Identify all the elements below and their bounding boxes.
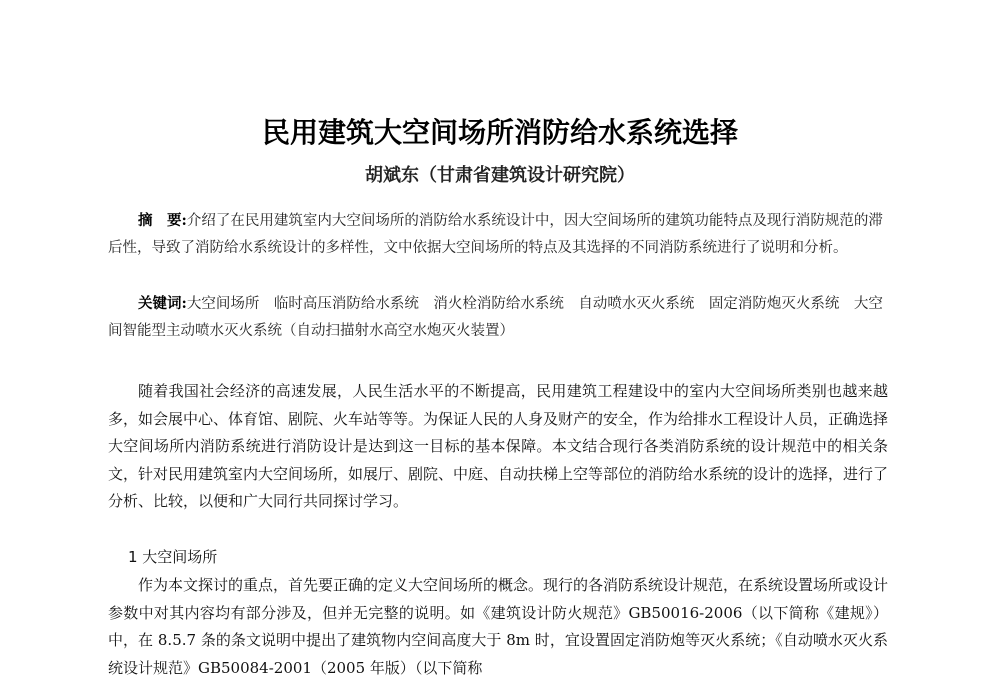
abstract-label: 摘 要: [138,212,187,229]
keywords-text: 大空间场所 临时高压消防给水系统 消火栓消防给水系统 自动喷水灭火系统 固定消防炮灭火系统 大空间智能型主动喷水灭火系统（自动扫描射水高空水炮灭火装置） [108,296,883,339]
intro-paragraph-text: 随着我国社会经济的高速发展，人民生活水平的不断提高，民用建筑工程建设中的室内大空间场所类别也越来越多，如会展中心、体育馆、剧院、火车站等等。为保证人民的人身及财产的安全，作为给排水工程设计人员，正确选择大空间场所内消防系统进行消防设计是达到这一目标的基本保障。本文结合现行各类消防系统的设计规范中的相关条文，针对民用建筑室内大空间场所，如展厅、剧院、中庭、自动扶梯上空等部位的消防给水系统的设计的选择，进行了分析、比较，以便和广大同行共同探讨学习。 [108,382,889,511]
section-paragraph [108,572,888,680]
keywords [108,290,888,345]
intro-paragraph [108,378,888,516]
section-paragraph-text: 作为本文探讨的重点，首先要正确的定义大空间场所的概念。现行的各消防系统设计规范，在系统设置场所或设计参数中对其内容均有部分涉及，但并无完整的说明。如《建筑设计防火规范》GB50016-2006（以下简称《建规》）中，在 8.5.7 条的条文说明中提出了建筑物内空间高度大于 8m 时，宜设置固定消防炮等灭火系统；《自动喷水灭火系统设计规范》GB50084-2001（2005 年版）（以下简称 [108,576,889,677]
abstract-text: 介绍了在民用建筑室内大空间场所的消防给水系统设计中，因大空间场所的建筑功能特点及现行消防规范的滞后性，导致了消防给水系统设计的多样性，文中依据大空间场所的特点及其选择的不同消防系统进行了说明和分析。 [108,213,883,256]
keywords-label: 关键词: [138,295,187,312]
abstract [108,207,888,262]
paper-title: 民用建筑大空间场所消防给水系统选择 [261,116,738,149]
section-heading: 1 大空间场所 [128,548,218,566]
author-affiliation: 胡斌东（甘肃省建筑设计研究院） [365,165,635,186]
